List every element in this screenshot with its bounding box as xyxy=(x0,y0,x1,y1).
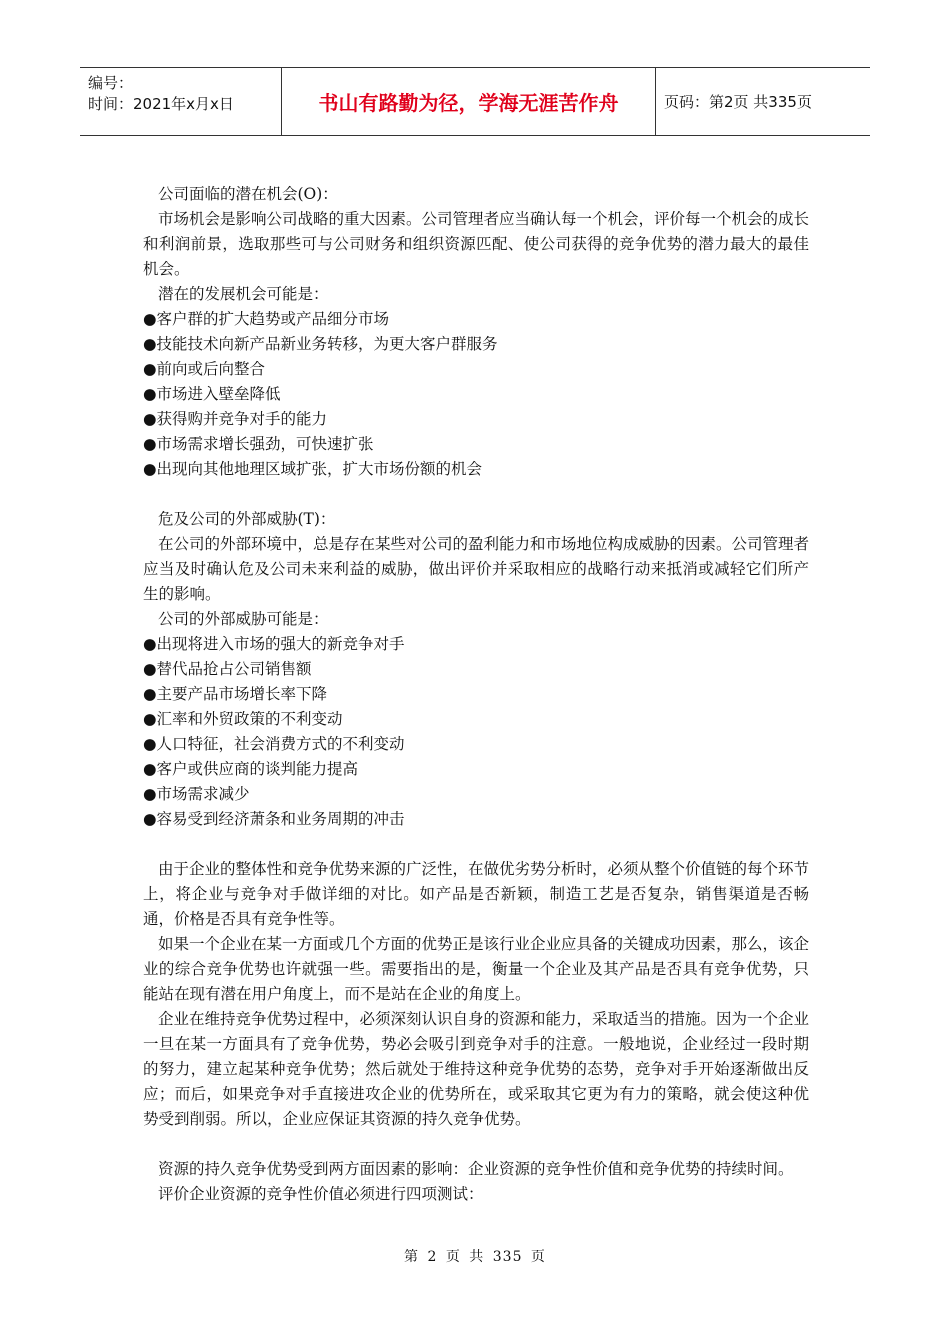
spacer xyxy=(143,1132,809,1157)
resources-paragraph-1: 资源的持久竞争优势受到两方面因素的影响：企业资源的竞争性价值和竞争优势的持续时间。 xyxy=(158,1160,794,1178)
list-item: ●技能技术向新产品新业务转移，为更大客户群服务 xyxy=(143,335,498,353)
list-item: ●客户群的扩大趋势或产品细分市场 xyxy=(143,310,390,328)
list-item: ●替代品抢占公司销售额 xyxy=(143,660,312,678)
list-item: ●汇率和外贸政策的不利变动 xyxy=(143,710,343,728)
header-motto: 书山有路勤为径，学海无涯苦作舟 xyxy=(282,68,656,135)
analysis-paragraph-1: 由于企业的整体性和竞争优势来源的广泛性，在做优劣势分析时，必须从整个价值链的每个环节上，将企业与竞争对手做详细的对比。如产品是否新颖，制造工艺是否复杂，销售渠道是否畅通，价格是否具有竞争性等。 xyxy=(143,860,810,928)
list-item: ●容易受到经济萧条和业务周期的冲击 xyxy=(143,810,405,828)
section-t-paragraph: 在公司的外部环境中，总是存在某些对公司的盈利能力和市场地位构成威胁的因素。公司管理者应当及时确认危及公司未来利益的威胁，做出评价并采取相应的战略行动来抵消或减轻它们所产生的影响。 xyxy=(143,535,810,603)
page-header xyxy=(80,67,870,136)
list-item: ●获得购并竞争对手的能力 xyxy=(143,410,328,428)
header-time-label: 时间：2021年x月x日 xyxy=(88,95,234,113)
page-footer: 第 2 页 共 335 页 xyxy=(404,1249,546,1265)
section-o-title: 公司面临的潜在机会(O)： xyxy=(158,185,338,203)
header-page-info: 页码：第2页 共335页 xyxy=(664,93,812,111)
analysis-paragraph-3: 企业在维持竞争优势过程中，必须深刻认识自身的资源和能力，采取适当的措施。因为一个企业一旦在某一方面具有了竞争优势，势必会吸引到竞争对手的注意。一般地说，企业经过一段时期的努力，建立起某种竞争优势；然后就处于维持这种竞争优势的态势，竞争对手开始逐渐做出反应；而后，如果竞争对手直接进攻企业的优势所在，或采取其它更为有力的策略，就会使这种优势受到削弱。所以，企业应保证其资源的持久竞争优势。 xyxy=(143,1010,810,1128)
list-item: ●前向或后向整合 xyxy=(143,360,266,378)
list-item: ●市场需求减少 xyxy=(143,785,250,803)
list-item: ●主要产品市场增长率下降 xyxy=(143,685,328,703)
section-t-list-title: 公司的外部威胁可能是： xyxy=(158,610,329,628)
section-o-list-title: 潜在的发展机会可能是： xyxy=(158,285,329,303)
list-item: ●市场进入壁垒降低 xyxy=(143,385,281,403)
header-number-label: 编号： xyxy=(88,74,134,92)
analysis-paragraph-2: 如果一个企业在某一方面或几个方面的优势正是该行业企业应具备的关键成功因素，那么，该企业的综合竞争优势也许就强一些。需要指出的是，衡量一个企业及其产品是否具有竞争优势，只能站在现有潜在用户角度上，而不是站在企业的角度上。 xyxy=(143,935,810,1003)
list-item: ●客户或供应商的谈判能力提高 xyxy=(143,760,359,778)
section-t-title: 危及公司的外部威胁(T)： xyxy=(158,510,336,528)
list-item: ●人口特征，社会消费方式的不利变动 xyxy=(143,735,405,753)
spacer xyxy=(143,482,809,507)
document-body xyxy=(143,182,809,1207)
list-item: ●出现向其他地理区域扩张，扩大市场份额的机会 xyxy=(143,460,483,478)
section-o-paragraph: 市场机会是影响公司战略的重大因素。公司管理者应当确认每一个机会，评价每一个机会的成长和利润前景，选取那些可与公司财务和组织资源匹配、使公司获得的竞争优势的潜力最大的最佳机会。 xyxy=(143,210,810,278)
spacer xyxy=(143,832,809,857)
list-item: ●出现将进入市场的强大的新竞争对手 xyxy=(143,635,405,653)
list-item: ●市场需求增长强劲，可快速扩张 xyxy=(143,435,374,453)
header-meta-cell xyxy=(80,68,282,135)
resources-paragraph-2: 评价企业资源的竞争性价值必须进行四项测试： xyxy=(158,1185,484,1203)
